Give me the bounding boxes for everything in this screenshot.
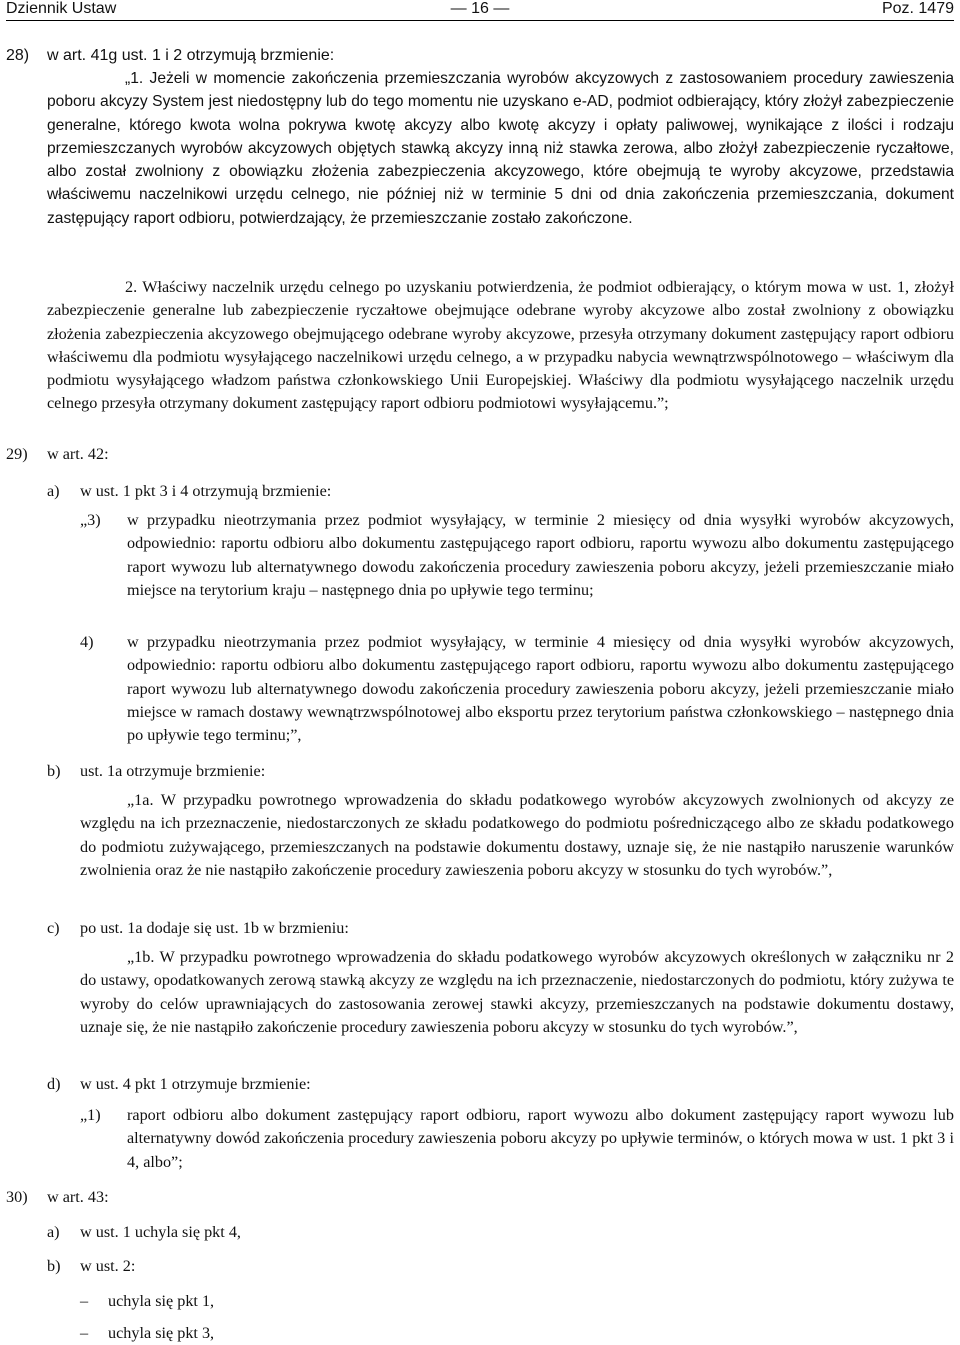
journal-title: Dziennik Ustaw [6,0,117,17]
item-29a-label: a) [47,482,60,500]
item-30a-text: w ust. 1 uchyla się pkt 4, [80,1223,241,1241]
pkt-3-text: w przypadku nieotrzymania przez podmiot wysyłający, w terminie 2 miesięcy od dnia wysyłki wyrobów akcyzowych, odpowiednio: raportu odbioru albo dokumentu zastępującego raport odbioru, raportu wywozu albo dokumentu zastępującego raport wywozu lub alternatywnego dowodu zakończenia procedury zawieszenia poboru akcyzy, jeżeli przemieszczanie miało miejsce na terytorium kraju – następnego dnia po upływie tego terminu; [127,511,954,599]
pkt-4-text: w przypadku nieotrzymania przez podmiot wysyłający, w terminie 4 miesięcy od dnia wysyłki wyrobów akcyzowych, odpowiednio: raportu odbioru albo dokumentu zastępującego raport odbioru, raportu wywozu albo dokumentu zastępującego raport wywozu lub alternatywnego dowodu zakończenia procedury zawieszenia poboru akcyzy, jeżeli przemieszczanie miało miejsce w ramach dostawy wewnątrzwspólnotowej albo eksportu przez terytorium państwa członkowskiego – następnego dnia po upływie tego terminu;”, [127,633,954,745]
item-29d-intro: w ust. 4 pkt 1 otrzymuje brzmienie: [80,1075,311,1093]
dash-1-text: uchyla się pkt 1, [108,1292,215,1310]
art-41g-ust-1: „1. Jeżeli w momencie zakończenia przemieszczania wyrobów akcyzowych z zastosowaniem procedury zawieszenia poboru akcyzy System jest niedostępny lub do tego momentu nie uzyskano e-AD, podmiot odbierający, który złożył zabezpieczenie generalne, którego kwota wolna pokrywa kwotę akcyzy albo kwotę akcyzy i opłaty paliwowej, wynikające z ilości i rodzaju przemieszczanych wyrobów akcyzowych objętych stawką akcyzy inną niż stawka zerowa, albo złożył zabezpieczenie ryczałtowe, albo został zwolniony z obowiązku złożenia zabezpieczenia akcyzowego, które obejmują te wyroby akcyzowe, przedstawia właściwemu naczelnikowi urzędu celnego, nie później niż w terminie 5 dni od dnia zakończenia przemieszczania, dokument zastępujący raport odbioru, potwierdzający, że przemieszczanie zostało zakończone. [47,70,954,227]
item-29d-label: d) [47,1075,61,1093]
pkt-1-text: raport odbioru albo dokument zastępujący raport odbioru, raport wywozu albo dokument zastępujący raport wywozu lub alternatywny dowód zakończenia procedury zawieszenia poboru akcyzy po upływie terminów, o których mowa w ust. 1 pkt 3 i 4, albo”; [127,1106,954,1171]
item-28-number: 28) [6,47,30,64]
item-29b-intro: ust. 1a otrzymuje brzmienie: [80,762,266,780]
art-41g-ust-2: 2. Właściwy naczelnik urzędu celnego po uzyskaniu potwierdzenia, że podmiot odbierający, o którym mowa w ust. 1, złożył zabezpieczenie generalne lub zabezpieczenie ryczałtowe obejmujące odebrane wyroby akcyzowe albo został zwolniony z obowiązku złożenia zabezpieczenia akcyzowego obejmującego odebrane wyroby akcyzowe, przesyła otrzymany dokument zastępujący raport odbioru właściwemu dla podmiotu wysyłającego naczelnikowi urzędu celnego, a w przypadku nabycia wewnątrzwspólnotowego – właściwym dla podmiotu wysyłającego władzom państwa członkowskiego Unii Europejskiej. Właściwy dla podmiotu wysyłającego naczelnik urzędu celnego przesyła otrzymany dokument zastępujący raport odbioru podmiotowi wysyłającemu.”; [47,278,954,413]
item-30-intro: w art. 43: [47,1188,109,1206]
item-30a-label: a) [47,1223,60,1241]
page-header [6,0,954,21]
item-30-number: 30) [6,1188,28,1206]
item-30b-text: w ust. 2: [80,1257,136,1275]
item-29b-label: b) [47,762,61,780]
dash-2-text: uchyla się pkt 3, [108,1324,215,1342]
ust-1b-text: „1b. W przypadku powrotnego wprowadzenia do składu podatkowego wyrobów akcyzowych określonych w załączniku nr 2 do ustawy, opodatkowanych zerową stawką akcyzy ze względu na ich przeznaczenie, niedostarczonych do podmiotu, który zużywa te wyroby do celów uprawniających do zastosowania zerowej stawki akcyzy, przemieszczanych na podstawie dokumentu dostawy, uznaje się, że nie nastąpiło zakończenie procedury zawieszenia poboru akcyzy w stosunku do tych wyrobów.”, [80,948,954,1036]
ust-1a-text: „1a. W przypadku powrotnego wprowadzenia do składu podatkowego wyrobów akcyzowych zwolnionych od akcyzy ze względu na ich przeznaczenie, niedostarczonych ze składu podatkowego do podmiotu pośredniczącego albo ze składu podatkowego do podmiotu zużywającego, przemieszczanych na podstawie dokumentu dostawy, uznaje się, że nie nastąpiło naruszenie warunków zwolnienia oraz że nie nastąpiło zakończenie procedury zawieszenia poboru akcyzy w stosunku do tych wyrobów.”, [80,791,954,879]
pkt-1-number: „1) [80,1106,101,1124]
item-28-intro: w art. 41g ust. 1 i 2 otrzymują brzmienie: [47,47,335,64]
page-number: — 16 — [450,0,510,17]
position-number: Poz. 1479 [881,0,954,17]
item-29a-intro: w ust. 1 pkt 3 i 4 otrzymują brzmienie: [80,482,332,500]
item-29c-intro: po ust. 1a dodaje się ust. 1b w brzmieniu: [80,919,349,937]
dash-1-mark: – [80,1292,89,1310]
item-29-intro: w art. 42: [47,445,109,463]
pkt-3-number: „3) [80,511,101,529]
item-29c-label: c) [47,919,60,937]
item-30b-label: b) [47,1257,61,1275]
item-29-number: 29) [6,445,28,463]
dash-2-mark: – [80,1324,89,1342]
pkt-4-number: 4) [80,633,94,651]
